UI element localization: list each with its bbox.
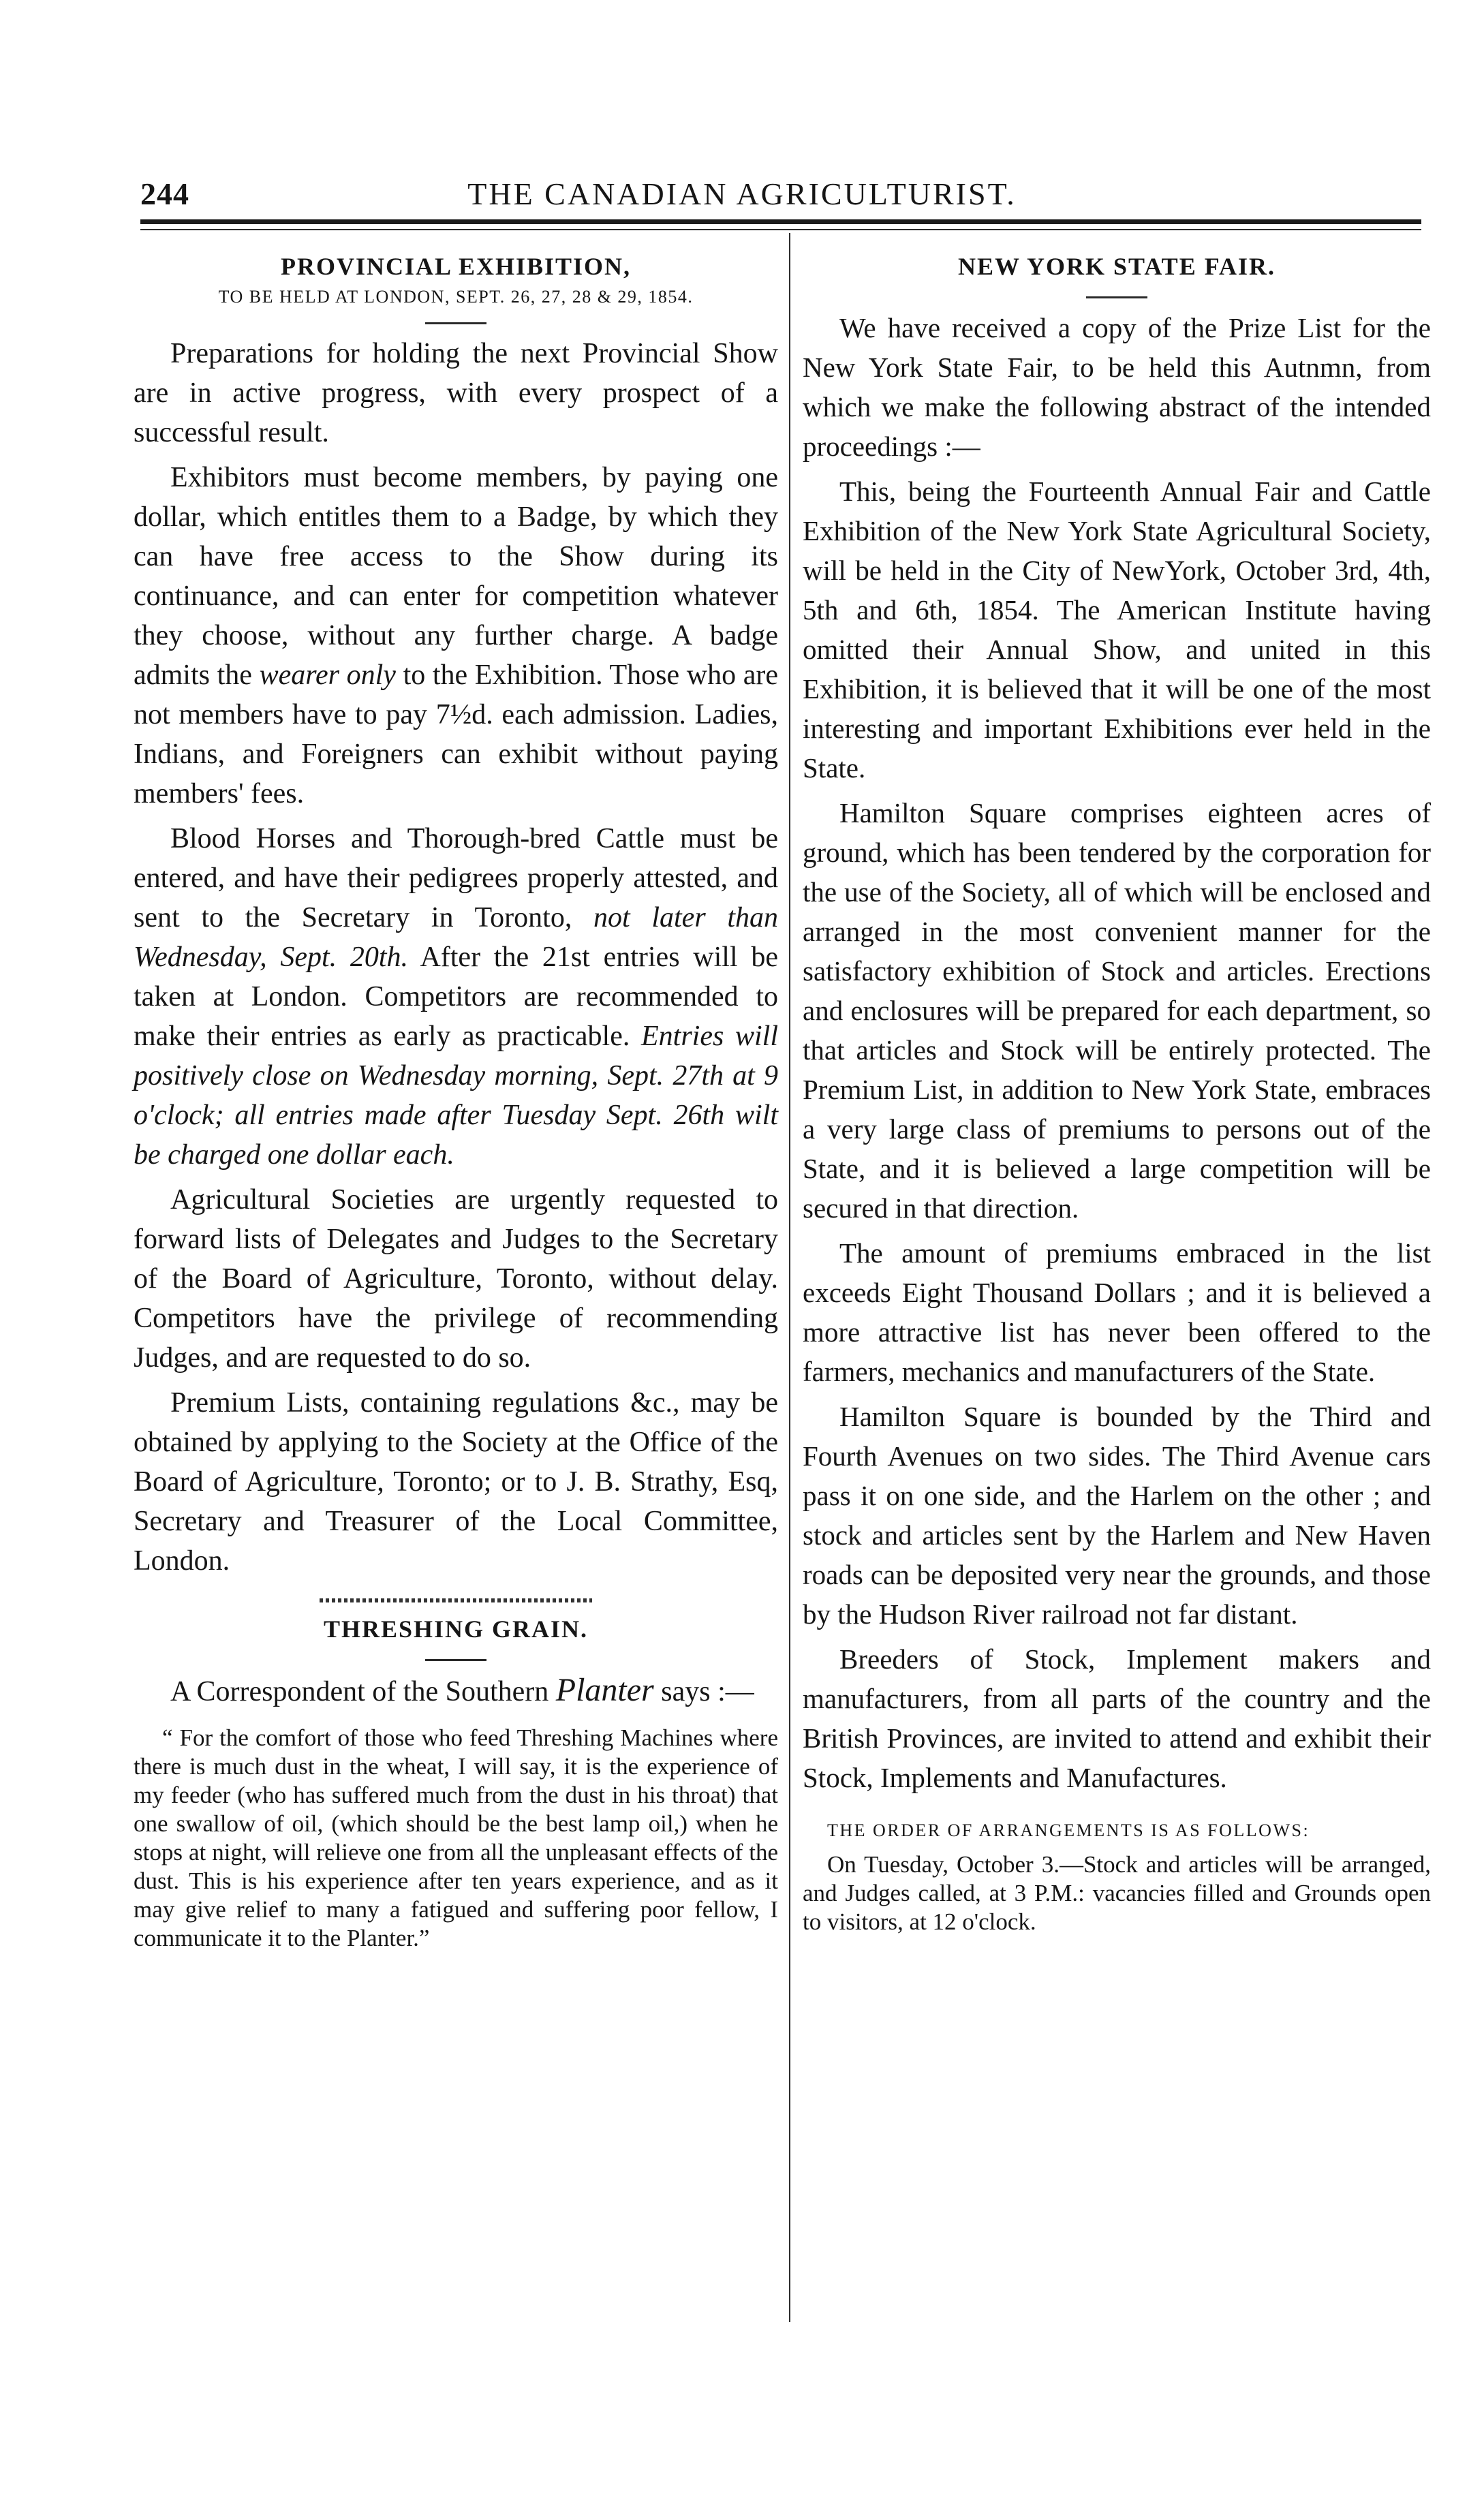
text-run: to the Exhibition. Those who are not members have to pay 7½d. each admission. Ladies, Indians, and Foreigners can exhibit without paying members' fees. — [134, 660, 778, 810]
article-title: THRESHING GRAIN. — [323, 1615, 589, 1643]
new-york-state-fair-article — [803, 252, 1431, 1936]
emphasis: wearer only — [259, 660, 396, 692]
emphasis: not later than Wednesday, Sept. 20th. — [134, 902, 778, 974]
title-rule — [425, 1659, 486, 1661]
title-rule — [425, 322, 486, 324]
right-column — [803, 237, 1431, 1936]
threshing-grain-article — [134, 1615, 778, 1953]
paragraph: Hamilton Square is bounded by the Third and Fourth Avenues on two sides. The Third Avenue cars pass it on one side, and the Harlem on the other ; and stock and articles sent by the Harlem and New Haven roads can be deposited very near the grounds, and those by the Hudson River railroad not far distant. — [803, 1401, 1431, 1630]
provincial-exhibition-article — [134, 252, 778, 1581]
left-column — [134, 237, 778, 1953]
header-rule-thin — [140, 229, 1421, 230]
text-run: After the 21st entries will be taken at London. Competitors are recommended to make their entries as early as practicable. — [134, 942, 778, 1053]
running-title: THE CANADIAN AGRICULTURIST. — [467, 176, 1017, 211]
paragraph: We have received a copy of the Prize List for the New York State Fair, to be held this Autnmn, from which we make the following abstract of the intended proceedings :— — [803, 312, 1431, 463]
paragraph: Agricultural Societies are urgently requested to forward lists of Delegates and Judges to the Secretary of the Board of Agriculture, Toronto, without delay. Competitors have the privilege of recommending Judges, and are requested to do so. — [134, 1184, 778, 1374]
paragraph: Preparations for holding the next Provincial Show are in active progress, with every prospect of a successful result. — [134, 338, 778, 449]
quotation: “ For the comfort of those who feed Threshing Machines where there is much dust in the wheat, I will say, it is the experience of my feeder (who has suffered much from the dust in his throat) that one swallow of oil, (which should be the best lamp oil,) when he stops at night, will relieve one from all the unpleasant effects of the dust. This is his experience after ten years experience, and as it may give relief to many a fatigued and suffering poor fellow, I communicate it to the Planter.” — [134, 1724, 778, 1952]
text-run: says :— — [653, 1676, 754, 1708]
column-divider — [789, 233, 790, 2322]
paragraph — [134, 819, 778, 1175]
paragraph: The amount of premiums embraced in the list exceeds Eight Thousand Dollars ; and it is believed a more attractive list has never been offered to the farmers, mechanics and manufacturers of the State. — [803, 1237, 1431, 1388]
section-divider — [320, 1598, 592, 1602]
paragraph: On Tuesday, October 3.—Stock and articles will be arranged, and Judges called, at 3 P.M.: vacancies filled and Grounds open to visitors, at 12 o'clock. — [803, 1851, 1431, 1936]
article-title: NEW YORK STATE FAIR. — [957, 253, 1276, 280]
order-heading: THE ORDER OF ARRANGEMENTS IS AS FOLLOWS: — [827, 1820, 1310, 1841]
paragraph: Premium Lists, containing regulations &c., may be obtained by applying to the Society at the Office of the Board of Agriculture, Toronto; or to J. B. Strathy, Esq, Secretary and Treasurer of the Local Committee, London. — [134, 1387, 778, 1577]
page-number: 244 — [140, 176, 189, 211]
text-run: Exhibitors must become members, by paying one dollar, which entitles them to a Badge, by which they can have free access to the Show during its continuance, and can enter for competition whatever they choose, without any further charge. A badge admits the — [134, 462, 778, 692]
text-run: A Correspondent of the Southern — [170, 1676, 556, 1708]
article-title: PROVINCIAL EXHIBITION, — [280, 253, 632, 280]
text-run: Blood Horses and Thorough-bred Cattle must be entered, and have their pedigrees properly attested, and sent to the Secretary in Toronto, — [134, 823, 778, 934]
paragraph: Breeders of Stock, Implement makers and manufacturers, from all parts of the country and the British Provinces, are invited to attend and exhibit their Stock, Implements and Manufactures. — [803, 1643, 1431, 1794]
emphasis: Planter — [555, 1672, 654, 1709]
header-rule-thick — [140, 219, 1421, 224]
paragraph — [134, 458, 778, 814]
emphasis: Entries will positively close on Wednesday morning, Sept. 27th at 9 o'clock; all entries made after Tuesday Sept. 26th wilt be charged one dollar each. — [134, 1021, 778, 1171]
paragraph: Hamilton Square comprises eighteen acres of ground, which has been tendered by the corporation for the use of the Society, all of which will be enclosed and arranged in the most convenient manner for the satisfactory exhibition of Stock and articles. Erections and enclosures will be prepared for each department, so that articles and Stock will be entirely protected. The Premium List, in addition to New York State, embraces a very large class of premiums to persons out of the State, and it is believed a large competition will be secured in that direction. — [803, 797, 1431, 1224]
article-subtitle: TO BE HELD AT LONDON, SEPT. 26, 27, 28 & 29, 1854. — [218, 287, 694, 307]
paragraph: This, being the Fourteenth Annual Fair and Cattle Exhibition of the New York State Agricultural Society, will be held in the City of NewYork, October 3rd, 4th, 5th and 6th, 1854. The American Institute having omitted their Annual Show, and united in this Exhibition, it is believed that it will be one of the most interesting and important Exhibitions ever held in the State. — [803, 476, 1431, 784]
paragraph — [134, 1671, 778, 1711]
title-rule — [1086, 296, 1147, 298]
